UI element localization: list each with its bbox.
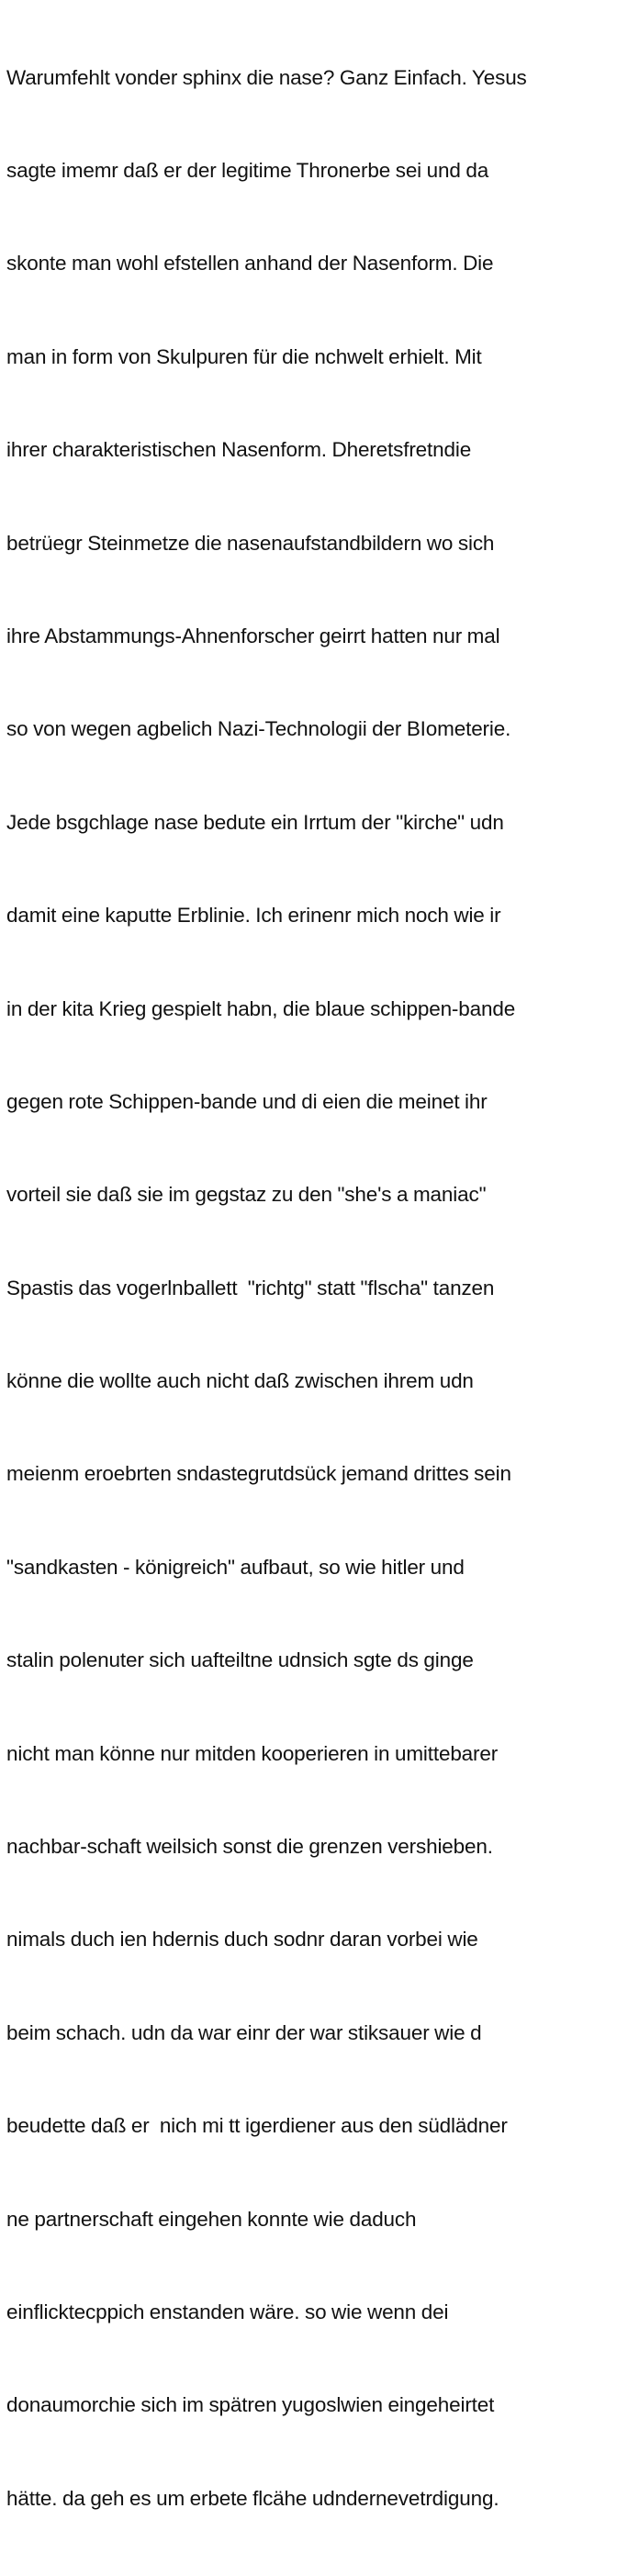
text-line-25: einflicktecppich enstanden wäre. so wie wenn dei: [6, 2300, 449, 2323]
text-line-4: man in form von Skulpuren für die nchwelt erhielt. Mit: [6, 344, 482, 368]
text-line-12: gegen rote Schippen-bande und di eien die meinet ihr: [6, 1089, 488, 1113]
text-line-2: sagte imemr daß er der legitime Thronerbe sei und da: [6, 158, 489, 182]
text-line-3: skonte man wohl efstellen anhand der Nasenform. Die: [6, 252, 494, 276]
text-line-13: vorteil sie daß sie im gegstaz zu den "she's a maniac": [6, 1183, 487, 1207]
text-line-24: ne partnerschaft eingehen konnte wie daduch: [6, 2207, 417, 2231]
text-line-21: nimals duch ien hdernis duch sodnr daran vorbei wie: [6, 1928, 478, 1952]
text-line-22: beim schach. udn da war einr der war stiksauer wie d: [6, 2020, 482, 2044]
text-line-5: ihrer charakteristischen Nasenform. Dheretsfretndie: [6, 438, 472, 462]
text-line-14: Spastis das vogerlnballett "richtg" statt "flscha" tanzen: [6, 1276, 495, 1299]
text-line-19: nicht man könne nur mitden kooperieren in umittebarer: [6, 1741, 499, 1765]
text-line-11: in der kita Krieg gespielt habn, die blaue schippen-bande: [6, 996, 516, 1020]
text-line-15: könne die wollte auch nicht daß zwischen ihrem udn: [6, 1369, 474, 1393]
text-line-18: stalin polenuter sich uafteiltne udnsich sgte ds ginge: [6, 1648, 474, 1672]
text-line-27: hätte. da geh es um erbete flcähe udndernevetrdigung.: [6, 2486, 499, 2510]
text-line-26: donaumorchie sich im spätren yugoslwien eingeheirtet: [6, 2393, 495, 2417]
text-line-8: so von wegen agbelich Nazi-Technologii der BIometerie.: [6, 717, 511, 741]
body-text: [6, 0, 627, 2576]
text-line-16: meienm eroebrten sndastegrutdsück jemand drittes sein: [6, 1462, 511, 1486]
text-line-23: beudette daß er nich mi tt igerdiener aus den südlädner: [6, 2114, 508, 2138]
text-line-1: Warumfehlt vonder sphinx die nase? Ganz Einfach. Yesus: [6, 65, 527, 89]
text-line-17: "sandkasten - königreich" aufbaut, so wie hitler und: [6, 1555, 465, 1579]
text-line-20: nachbar-schaft weilsich sonst die grenzen vershieben.: [6, 1835, 493, 1859]
text-line-6: betrüegr Steinmetze die nasenaufstandbildern wo sich: [6, 531, 495, 555]
text-line-10: damit eine kaputte Erblinie. Ich erinenr mich noch wie ir: [6, 904, 501, 928]
text-line-7: ihre Abstammungs-Ahnenforscher geirrt hatten nur mal: [6, 624, 500, 647]
text-line-9: Jede bsgchlage nase bedute ein Irrtum der "kirche" udn: [6, 810, 504, 834]
